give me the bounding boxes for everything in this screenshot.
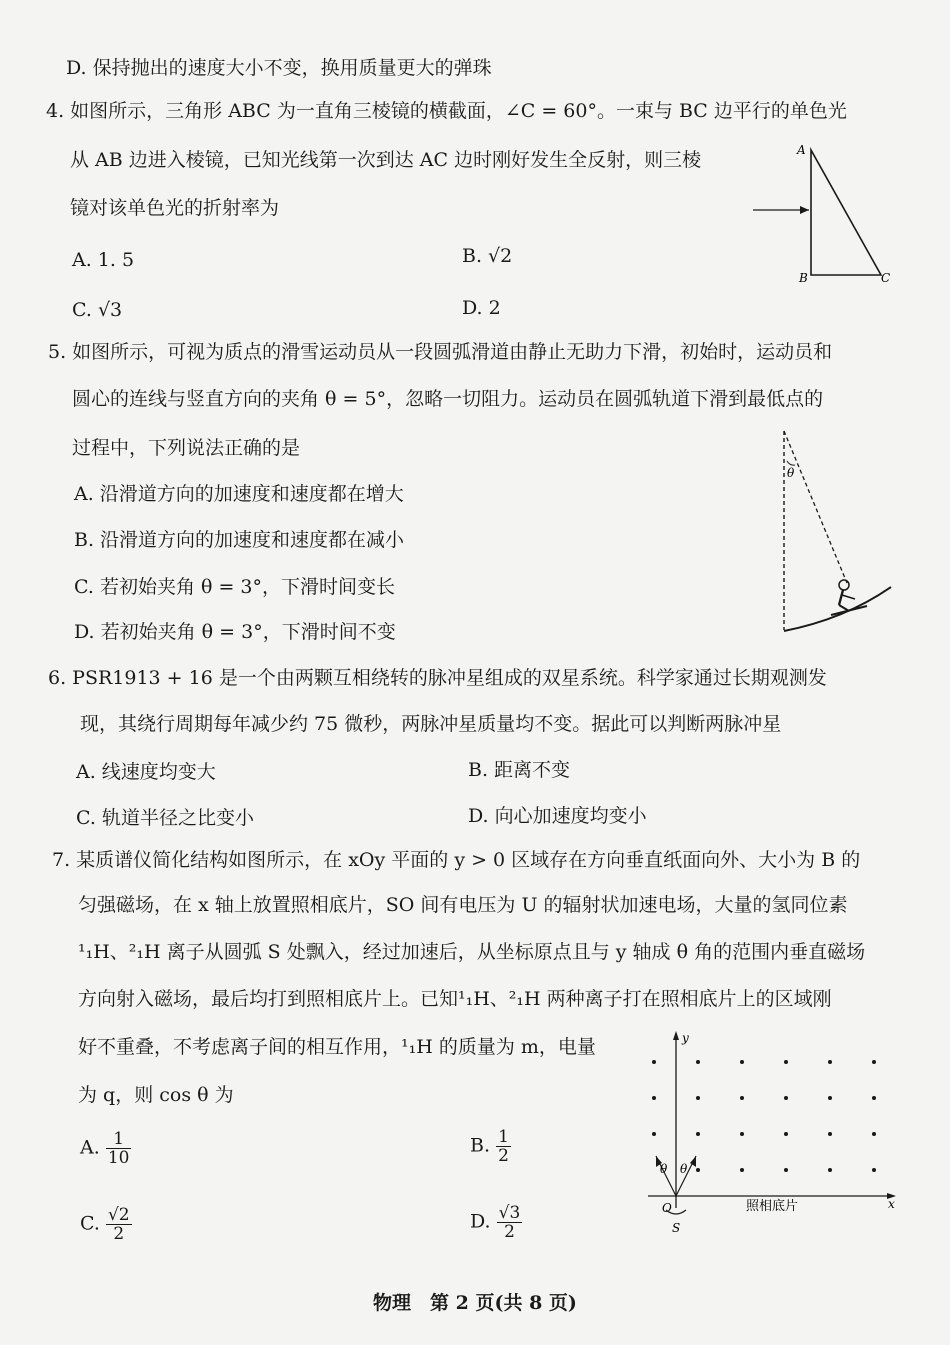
q7-option-d-denominator: 2: [504, 1222, 515, 1242]
s-label: S: [672, 1221, 681, 1235]
q6-option-a: A. 线速度均变大: [76, 761, 216, 783]
q5-option-b: B. 沿滑道方向的加速度和速度都在减小: [74, 529, 405, 551]
q7-option-c-prefix: C.: [80, 1212, 100, 1235]
field-dot: [696, 1132, 700, 1136]
q7-option-c-fraction: [106, 1206, 132, 1243]
ski-slope-figure: [775, 425, 900, 640]
field-dot: [784, 1060, 788, 1064]
field-dot: [872, 1060, 876, 1064]
q7-option-d-fraction: [497, 1204, 523, 1241]
theta-label: θ: [787, 466, 795, 480]
q7-option-c-denominator: 2: [113, 1224, 125, 1244]
q7-option-c-numerator: √2: [107, 1205, 130, 1225]
q7-option-b-fraction: [496, 1128, 511, 1165]
field-dot: [784, 1168, 788, 1172]
q7-stem-line4: 方向射入磁场，最后均打到照相底片上。已知¹₁H、²₁H 两种离子打在照相底片上的区域刚: [78, 988, 832, 1010]
q7-stem-line5: 好不重叠，不考虑离子间的相互作用，¹₁H 的质量为 m，电量: [78, 1036, 596, 1058]
q4-stem-line2: 从 AB 边进入棱镜，已知光线第一次到达 AC 边时刚好发生全反射，则三棱: [70, 149, 702, 171]
mass-spectrometer-figure: [640, 1028, 902, 1250]
field-dot: [696, 1096, 700, 1100]
field-dot: [828, 1168, 832, 1172]
skier-ski: [831, 606, 867, 615]
q7-stem-line1: 7. 某质谱仪简化结构如图所示，在 xOy 平面的 y > 0 区域存在方向垂直纸面向外、大小为 B 的: [52, 849, 861, 871]
field-dot: [740, 1096, 744, 1100]
field-dot: [696, 1168, 700, 1172]
field-dot: [740, 1060, 744, 1064]
q4-option-b: B. √2: [462, 245, 513, 267]
field-dot: [652, 1132, 656, 1136]
q7-option-b-numerator: 1: [498, 1127, 509, 1147]
field-dot: [696, 1060, 700, 1064]
skier-head: [839, 580, 849, 590]
field-dot: [652, 1096, 656, 1100]
q7-stem-line2: 匀强磁场，在 x 轴上放置照相底片，SO 间有电压为 U 的辐射状加速电场，大量的氢同位素: [78, 894, 848, 916]
q4-option-c: C. √3: [72, 299, 123, 321]
q5-option-c: C. 若初始夹角 θ = 3°，下滑时间变长: [74, 576, 396, 598]
theta-left-label: θ: [660, 1162, 668, 1176]
y-axis-label: y: [682, 1031, 689, 1045]
q6-option-b: B. 距离不变: [468, 759, 571, 781]
field-dot: [828, 1132, 832, 1136]
field-dot: [740, 1168, 744, 1172]
q4-option-a: A. 1. 5: [72, 249, 135, 271]
field-dot: [872, 1168, 876, 1172]
q7-option-d-numerator: √3: [498, 1203, 521, 1223]
skier-arm: [842, 595, 855, 599]
origin-label: O: [662, 1201, 672, 1215]
q7-option-b-denominator: 2: [498, 1146, 509, 1166]
q7-stem-line6: 为 q，则 cos θ 为: [78, 1084, 234, 1106]
film-label: 照相底片: [746, 1199, 799, 1214]
prism-figure: [745, 138, 905, 288]
q6-option-d: D. 向心加速度均变小: [468, 805, 647, 827]
field-dot: [828, 1060, 832, 1064]
q6-stem-line2: 现，其绕行周期每年减少约 75 微秒，两脉冲星质量均不变。据此可以判断两脉冲星: [80, 713, 782, 735]
q5-stem-line1: 5. 如图所示，可视为质点的滑雪运动员从一段圆弧滑道由静止无助力下滑，初始时，运动员和: [48, 341, 833, 363]
ray-arrowhead: [800, 206, 809, 214]
field-dot: [828, 1096, 832, 1100]
q7-option-a-fraction: [106, 1130, 132, 1167]
q5-stem-line2: 圆心的连线与竖直方向的夹角 θ = 5°，忽略一切阻力。运动员在圆弧轨道下滑到最低点的: [72, 388, 824, 410]
q7-option-d-prefix: D.: [470, 1210, 491, 1233]
q7-option-a-numerator: 1: [106, 1130, 132, 1149]
q7-option-a-prefix: A.: [80, 1136, 100, 1159]
field-dot: [784, 1132, 788, 1136]
q7-option-a-denominator: 10: [107, 1148, 130, 1168]
q6-stem-line1: 6. PSR1913 + 16 是一个由两颗互相绕转的脉冲星组成的双星系统。科学家通过长期观测发: [48, 667, 827, 689]
field-dot: [652, 1060, 656, 1064]
q5-stem-line3: 过程中，下列说法正确的是: [72, 437, 301, 459]
q7-option-b: [470, 1128, 511, 1165]
vertex-c-label: C: [881, 271, 891, 285]
q4-stem-line3: 镜对该单色光的折射率为: [70, 197, 280, 219]
field-dot: [740, 1132, 744, 1136]
magnetic-field-dots: [652, 1060, 876, 1172]
theta-right-label: θ: [680, 1162, 688, 1176]
q7-option-d: [470, 1204, 522, 1241]
q5-option-d: D. 若初始夹角 θ = 3°，下滑时间不变: [74, 621, 396, 643]
q4-option-d: D. 2: [462, 297, 501, 319]
q6-option-c: C. 轨道半径之比变小: [76, 807, 254, 829]
x-axis-label: x: [888, 1197, 895, 1211]
vertex-b-label: B: [799, 271, 808, 285]
q7-option-c: [80, 1206, 132, 1243]
q7-stem-line3: ¹₁H、²₁H 离子从圆弧 S 处飘入，经过加速后，从坐标原点且与 y 轴成 θ 角的范围内垂直磁场: [78, 941, 866, 963]
q7-option-b-prefix: B.: [470, 1134, 491, 1157]
radius-line: [784, 431, 847, 583]
field-dot: [784, 1096, 788, 1100]
prism-triangle: [811, 150, 881, 275]
y-axis-arrow: [673, 1031, 679, 1040]
skier-body: [839, 590, 843, 605]
q3-option-d: D. 保持抛出的速度大小不变，换用质量更大的弹珠: [66, 57, 492, 79]
q5-option-a: A. 沿滑道方向的加速度和速度都在增大: [74, 483, 404, 505]
slope-curve: [784, 587, 891, 631]
vertex-a-label: A: [797, 143, 806, 157]
field-dot: [872, 1132, 876, 1136]
q7-option-a: [80, 1130, 131, 1167]
angle-arc: [787, 461, 795, 465]
field-dot: [872, 1096, 876, 1100]
page-footer: 物理 第 2 页(共 8 页): [373, 1292, 577, 1314]
q4-stem-line1: 4. 如图所示，三角形 ABC 为一直角三棱镜的横截面，∠C = 60°。一束与 BC 边平行的单色光: [46, 100, 847, 122]
